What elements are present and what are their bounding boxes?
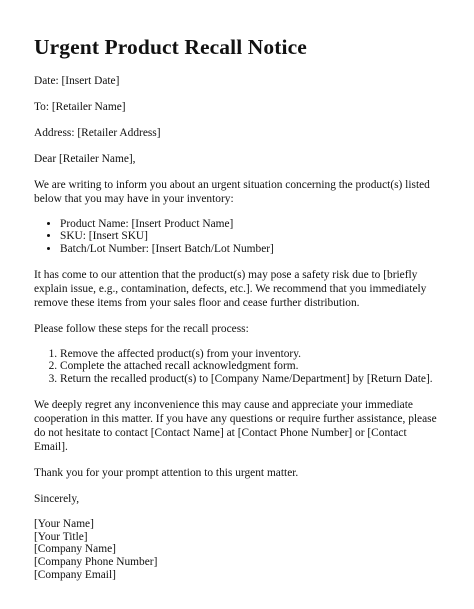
signature-title: [Your Title] [34,530,88,543]
recall-steps-list [34,348,440,386]
letter-title: Urgent Product Recall Notice [34,35,307,59]
recipient-line: To: [Retailer Name] [34,100,126,113]
thanks-line: Thank you for your prompt attention to this urgent matter. [34,466,299,479]
signature-phone: [Company Phone Number] [34,555,158,568]
date-line: Date: [Insert Date] [34,74,120,87]
closing-line: Sincerely, [34,492,80,505]
regret-paragraph: We deeply regret any inconvenience this may cause and appreciate your immediate cooperation in this matter. If you have any questions or require further assistance, please do not hesitate to contact [Contact Name] at [Contact Phone Number] or [Contact Email]. [34,398,437,453]
steps-intro: Please follow these steps for the recall process: [34,322,249,335]
recall-step: 2. Complete the attached recall acknowledgment form. [60,360,440,373]
recall-step: 3. Return the recalled product(s) to [Company Name/Department] by [Return Date]. [60,373,440,386]
risk-paragraph: It has come to our attention that the product(s) may pose a safety risk due to [briefly explain issue, e.g., contamination, defects, etc.]. We recommend that you immediately remove these items from your sales floor and cease further distribution. [34,268,427,309]
recall-step: 1. Remove the affected product(s) from your inventory. [60,348,440,361]
signature-email: [Company Email] [34,568,116,581]
product-name-item: • Product Name: [Insert Product Name] [60,218,440,231]
batch-lot-item: • Batch/Lot Number: [Insert Batch/Lot Number] [60,243,440,256]
signature-block [34,518,440,582]
salutation: Dear [Retailer Name], [34,152,136,165]
intro-paragraph: We are writing to inform you about an urgent situation concerning the product(s) listed below that you may have in your inventory: [34,178,430,205]
product-details-list [34,218,440,256]
signature-company: [Company Name] [34,543,116,556]
sku-item: • SKU: [Insert SKU] [60,230,440,243]
signature-name: [Your Name] [34,517,94,530]
address-line: Address: [Retailer Address] [34,126,161,139]
